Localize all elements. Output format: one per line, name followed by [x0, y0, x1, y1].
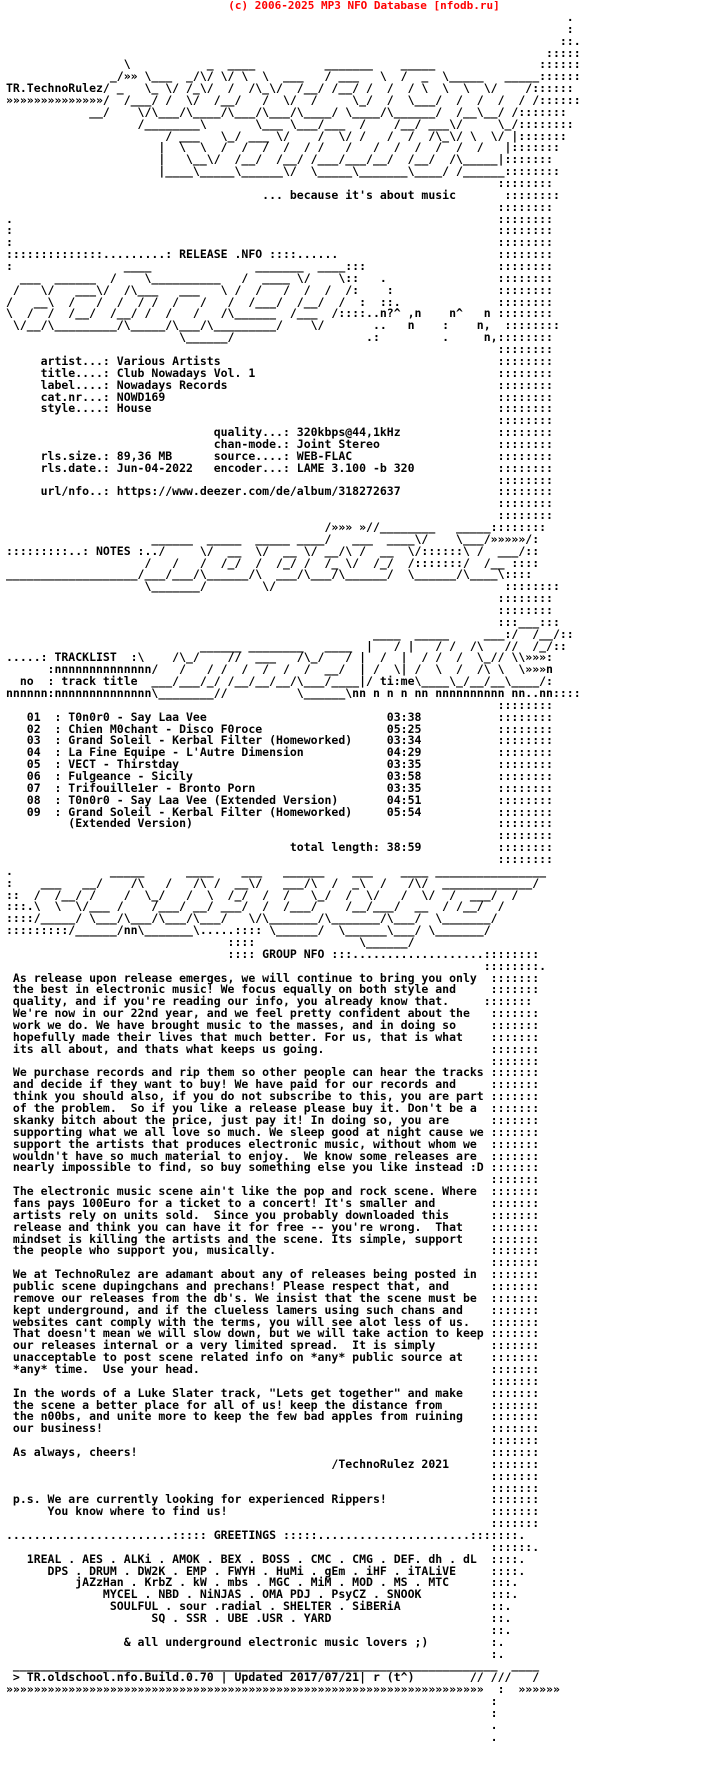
nfo-line: *any* time. Use your head. ::::::: [6, 1361, 540, 1376]
nfo-line: \_______/ \/ :::::::: [6, 579, 560, 594]
nfo-line: :::::::: [6, 342, 553, 357]
nfo-line: title....: Club Nowadays Vol. 1 :::::::: [6, 365, 553, 380]
nfo-line: 07 : Trifouille1er - Bronto Porn 03:35 :::::::: [6, 780, 553, 795]
nfo-line: jAZzHan . KrbZ . kW . mbs . MGC . MiM . MOD . MS . MTC :::. [6, 1575, 519, 1590]
nfo-line: :::.\ \ \/___ / /___/ __/ ___/ / /___/ /__/___/ __ / /__/ / [6, 899, 505, 914]
nfo-line: :::: \______/ [6, 935, 415, 950]
nfo-line: 04 : La Fine Equipe - L'Autre Dimension 04:29 :::::::: [6, 745, 553, 760]
nfo-line: :::::::: [6, 413, 553, 428]
nfo-line: total length: 38:59 :::::::: [6, 840, 553, 855]
nfo-line: / / / /_/ / /_/ / /_ \/ /_/ /:::::::/ /__ :::: [6, 555, 540, 570]
nfo-line: :::::::::/______/nn\_______\.....:::: \______/ \______\___/ \_______/ [6, 923, 491, 938]
nfo-line: > TR.oldschool.nfo.Build.0.70 | Updated 2017/07/21| r (t^) // /// / [6, 1670, 540, 1685]
nfo-line: 05 : VECT - Thirstday 03:35 :::::::: [6, 757, 553, 772]
nfo-line: the n00bs, and unite more to keep the few bad apples from ruining ::::::: [6, 1409, 540, 1424]
nfo-line: ::. [6, 1622, 512, 1637]
nfo-line: :::::::: [6, 852, 553, 867]
nfo-line: the scene a better place for all of us! keep the distance from ::::::: [6, 1397, 540, 1412]
nfo-line: our business! ::::::: [6, 1421, 540, 1436]
nfo-line: :::::::: [6, 496, 553, 511]
nfo-line: & all underground electronic music lovers ;) :. [6, 1634, 505, 1649]
nfo-line: ... because it's about music :::::::: [6, 187, 560, 202]
nfo-line: 02 : Chien M0chant - Disco F0roce 05:25 :::::::: [6, 721, 553, 736]
nfo-line: its all about, and thats what keeps us going. ::::::: [6, 1041, 540, 1056]
nfo-line: remove our releases from the db's. We insist that the scene must be ::::::: [6, 1290, 540, 1305]
nfo-line: p.s. We are currently looking for experienced Rippers! ::::::: [6, 1492, 540, 1507]
nfo-line: label....: Nowadays Records :::::::: [6, 377, 553, 392]
nfo-line: \______/ .: . n,:::::::: [6, 330, 553, 345]
nfo-line: ........................::::: GREETINGS :::::......................:::::::. [6, 1528, 526, 1542]
nfo-line: /»»» »//________ _____:::::::: [6, 519, 547, 534]
nfo-line: .....: TRACKLIST :\ /\_/ // ___ /\_/ / | / | / / / \_// \\»»»: [6, 650, 553, 665]
nfo-line: mindset is killing the artists and the scene. Its simple, support ::::::: [6, 1231, 540, 1246]
nfo-line: . [6, 1717, 498, 1732]
nfo-line: ::::::: [6, 1468, 540, 1483]
nfo-line: wouldn't have so much material to enjoy. We know some releases are ::::::: [6, 1148, 540, 1163]
nfo-line: : :::::::: [6, 235, 553, 250]
nfo-text [6, 12, 581, 1743]
nfo-line: 08 : T0n0r0 - Say Laa Vee (Extended Version) 04:51 :::::::: [6, 792, 553, 807]
nfo-line: rls.size.: 89,36 MB source....: WEB-FLAC :::::::: [6, 448, 553, 463]
nfo-line: \/__/\_________/\_____/\___/\_________/ \/ .. n : n, :::::::: [6, 318, 560, 333]
nfo-line: | \__\/ /__/ /__/ /___/___/__/ /__/ /\_____|::::::: [6, 152, 553, 167]
nfo-line: artists rely on units sold. Since you probably downloaded this ::::::: [6, 1207, 540, 1222]
nfo-line: : ____ _______ ____::: :::::::: [6, 259, 553, 274]
nfo-line: and decide if they want to buy! We have paid for our records and ::::::: [6, 1077, 540, 1092]
nfo-line: :::::::: [6, 602, 553, 617]
nfo-line: We purchase records and rip them so other people can hear the tracks ::::::: [6, 1065, 540, 1080]
nfo-line: / ___ \_/ ___ \/ / \/ / / / /\_\/ \ \/ |::::::: [6, 128, 567, 143]
nfo-line: :::___::: [6, 614, 560, 629]
nfo-line: our releases internal or a very limited spread. It is simply ::::::: [6, 1338, 540, 1353]
nfo-line: ::::::: [6, 1433, 540, 1448]
nfo-line: the people who support you, musically. ::::::: [6, 1243, 540, 1258]
nfo-line: :::::::::..: NOTES :../ \/ __ \/ __ \/ __/\ / __ \/::::::\ / ___/:: [6, 543, 540, 558]
nfo-line: ::. [6, 33, 581, 48]
nfo-line: _/»» \___ _/\/ \/ \ \ ___ / ___ \ / _ \_____ _____:::::: [6, 69, 581, 84]
nfo-line: ___ ______ / \__________ / ____ \/ \:: . :::::::: [6, 270, 553, 285]
nfo-line: 09 : Grand Soleil - Kerbal Filter (Homeworked) 05:54 :::::::: [6, 804, 553, 819]
nfo-line: SQ . SSR . UBE .USR . YARD ::. [6, 1611, 512, 1626]
nfo-line: The electronic music scene ain't like the pop and rock scene. Where ::::::: [6, 1184, 540, 1199]
nfo-line: ::::: [6, 45, 581, 60]
nfo-line: :::::::: [6, 508, 553, 523]
nfo-line: :::::::: [6, 472, 553, 487]
nfo-line: (Extended Version) :::::::: [6, 816, 553, 831]
nfo-line: :::::::: [6, 591, 553, 606]
nfo-line: supporting what we all love so much. We sleep good at night cause we ::::::: [6, 1124, 540, 1139]
nfo-line: As release upon release emerges, we will continue to bring you only ::::::: [6, 970, 540, 985]
nfo-line: We're now in our 22nd year, and we feel pretty confident about the ::::::: [6, 1006, 540, 1021]
nfo-line: ::::::: [6, 1053, 540, 1068]
nfo-line: ::::::: [6, 1255, 540, 1270]
nfo-line: :::: GROUP NFO :::...................:::::::: [6, 946, 540, 961]
nfo-line: ______________________________________________________________________ ____ [6, 1658, 540, 1673]
nfo-line: »»»»»»»»»»»»»»»»»»»»»»»»»»»»»»»»»»»»»»»»»»»»»»»»»»»»»»»»»»»»»»»»»»»»» : »»»»»» [6, 1682, 560, 1697]
nfo-line: | \ \ / / / / / / / / / / / / / |::::::: [6, 140, 560, 155]
nfo-line: . _____ ____ ___ ______ ___ ____ ________________ [6, 863, 547, 878]
nfo-line: . [6, 10, 574, 24]
nfo-line: the best in electronic music! We focus equally on both style and ::::::: [6, 982, 540, 997]
nfo-line: hopefully made their lives that much better. For us, that is what ::::::: [6, 1029, 540, 1044]
nfo-line: url/nfo..: https://www.deezer.com/de/album/318272637 :::::::: [6, 484, 553, 499]
nfo-line: ______ ________ ____ | / | / / /\ // /_/:: [6, 638, 567, 653]
nfo-line: ____ _____ ___:/ /__/:: [6, 626, 574, 641]
nfo-line: ___________________/___/___/\______/\ ___/\___/\______/ \______/\____\:::: [6, 567, 533, 582]
nfo-line: support the artists that produces electronic music, without whom we ::::::: [6, 1136, 540, 1151]
nfo-line: websites cant comply with the terms, you will see alot less of us. ::::::: [6, 1314, 540, 1329]
nfo-line: fans pays 100Euro for a ticket to a concert! It's smaller and ::::::: [6, 1195, 540, 1210]
nfo-line: : [6, 21, 574, 36]
nfo-line: ::::::. [6, 1539, 540, 1554]
nfo-line: /________\ \___ \___/___ / /__/ ___\/ \_/:::::::: [6, 116, 574, 131]
nfo-line: artist...: Various Artists :::::::: [6, 353, 553, 368]
nfo-line: no : track title ___/___/_/ /__/__/__/\___/____|/ ti:me\____\_/__/__\____/: [6, 674, 553, 689]
nfo-line: 03 : Grand Soleil - Kerbal Filter (Homeworked) 03:34 :::::::: [6, 733, 553, 748]
nfo-line: ::::::: [6, 1516, 540, 1531]
nfo-line: / \/ ___\/ /\___ ___ \ / / / / / /: : :::::::: [6, 282, 553, 297]
nfo-line: :: / /__/ / / \_/ / \ /_/ / / \_/ / \/ / \/ / ___/ / [6, 887, 519, 902]
nfo-line: In the words of a Luke Slater track, "Lets get together" and make ::::::: [6, 1385, 540, 1400]
nfo-line: skanky bitch about the price, just pay it! In doing so, you are ::::::: [6, 1112, 540, 1127]
nfo-line: /TechnoRulez 2021 ::::::: [6, 1456, 540, 1471]
nfo-line: |____\_____\______\/ \_____\_______\____/ /______:::::::: [6, 164, 560, 179]
nfo-line: ::::/_____/ \___/\___/\___/\___/ \/\_______/\_______/\___/ \_______/ [6, 911, 498, 926]
nfo-line: ::::::::::::::.........: RELEASE .NFO ::::...... :::::::: [6, 247, 553, 262]
nfo-line: : [6, 1694, 498, 1709]
nfo-line: :::::::: [6, 697, 553, 712]
nfo-line: / __\ / / / / / / / / /___/ /__/ / : ::. :::::::: [6, 294, 553, 309]
nfo-line: SOULFUL . sour .radial . SHELTER . SiBERiA ::. [6, 1599, 512, 1614]
nfo-line: That doesn't mean we will slow down, but we will take action to keep ::::::: [6, 1326, 540, 1341]
nfo-line: nearly impossible to find, so buy something else you like instead :D ::::::: [6, 1160, 540, 1175]
nfo-line: quality...: 320kbps@44,1kHz :::::::: [6, 425, 553, 440]
nfo-line: kept underground, and if the clueless lamers using such chans and ::::::: [6, 1302, 540, 1317]
nfo-line: ::::::: [6, 1480, 540, 1495]
nfo-line: We at TechnoRulez are adamant about any of releases being posted in ::::::: [6, 1267, 540, 1282]
nfo-line: DPS . DRUM . DW2K . EMP . FWYH . HuMi . gEm . iHF . iTALiVE ::::. [6, 1563, 526, 1578]
nfo-line: :::::::: [6, 828, 553, 843]
nfo-line: . :::::::: [6, 211, 553, 226]
nfo-line: \ _ ____ _______ _____ :::::: [6, 57, 581, 72]
nfo-line: TR.TechnoRulez/ _ \_ \/ /_\/ / /\_\/ /__/ /__/ / / / \ \ \ \/ /:::::: [6, 81, 574, 96]
nfo-line: . [6, 1729, 498, 1744]
nfo-line: :. [6, 1646, 505, 1661]
nfo-line: nnnnnn:nnnnnnnnnnnnnn\________// \______\nn n n n nn nnnnnnnnnn nn..nn:::: [6, 685, 581, 700]
nfo-line: think you should also, if you do not subscribe to this, you are part ::::::: [6, 1089, 540, 1104]
nfo-line: \ / / /__/ /__/ / / / /\______ /___ /::::..n?^ ,n n^ n :::::::: [6, 306, 553, 321]
nfo-line: ______ _____ _____ ____/ ___ ____\/ \___/»»»»»/: [6, 531, 540, 546]
nfo-line: 1REAL . AES . ALKi . AMOK . BEX . BOSS . CMC . CMG . DEF. dh . dL ::::. [6, 1551, 526, 1566]
nfo-line: of the problem. So if you like a release please buy it. Don't be a ::::::: [6, 1101, 540, 1116]
nfo-line: : [6, 1705, 498, 1720]
nfo-line: rls.date.: Jun-04-2022 encoder...: LAME 3.100 -b 320 :::::::: [6, 460, 553, 475]
nfo-line: release and think you can have it for free -- you're wrong. That ::::::: [6, 1219, 540, 1234]
nfo-line: :::::::: [6, 199, 553, 214]
nfo-line: quality, and if you're reading our info, you already know that. ::::::: [6, 994, 533, 1009]
nfo-line: cat.nr...: NOWD169 :::::::: [6, 389, 553, 404]
nfodb-banner[interactable]: (c) 2006-2025 MP3 NFO Database [nfodb.ru] [228, 0, 500, 12]
nfo-line: You know where to find us! ::::::: [6, 1504, 540, 1519]
nfo-line: As always, cheers! ::::::: [6, 1444, 540, 1459]
nfo-line: ::::::::. [6, 958, 547, 973]
nfo-line: »»»»»»»»»»»»»»/ /___/ / \/ /__/ / \/ / \_/ / \___/ / / / / /:::::: [6, 93, 581, 108]
nfo-line: style....: House :::::::: [6, 401, 553, 416]
nfo-line: 01 : T0n0r0 - Say Laa Vee 03:38 :::::::: [6, 709, 553, 724]
nfo-line: ::::::: [6, 1373, 540, 1388]
nfo-line: : :::::::: [6, 223, 553, 238]
nfo-line: :nnnnnnnnnnnnnn/ / / / / / / / __/ | / \| / \ / /\ \ \»»»n [6, 662, 553, 677]
nfo-line: : ___ __/ /\ / /\ / __\/ ___/\ / _\ / /\/ _____________/ [6, 875, 540, 890]
nfo-line: work we do. We have brought music to the masses, and in doing so ::::::: [6, 1018, 540, 1033]
nfo-line: public scene dupingchans and prechans! Please respect that, and ::::::: [6, 1278, 540, 1293]
nfo-line: MYCEL . NBD . NiNJAS . OMA PDJ . PsyCZ . SNOOK :::. [6, 1587, 519, 1602]
nfo-line: unacceptable to post scene related info on *any* public source at ::::::: [6, 1350, 540, 1365]
nfo-line: :::::::: [6, 176, 553, 191]
nfo-line: chan-mode.: Joint Stereo :::::::: [6, 436, 553, 451]
nfo-line: __/ \/\___/\____/\___/\___/\____/ \____/\______/ /__\__/ /::::::: [6, 104, 567, 119]
nfo-line: 06 : Fulgeance - Sicily 03:58 :::::::: [6, 769, 553, 783]
nfo-line: ::::::: [6, 1172, 540, 1187]
